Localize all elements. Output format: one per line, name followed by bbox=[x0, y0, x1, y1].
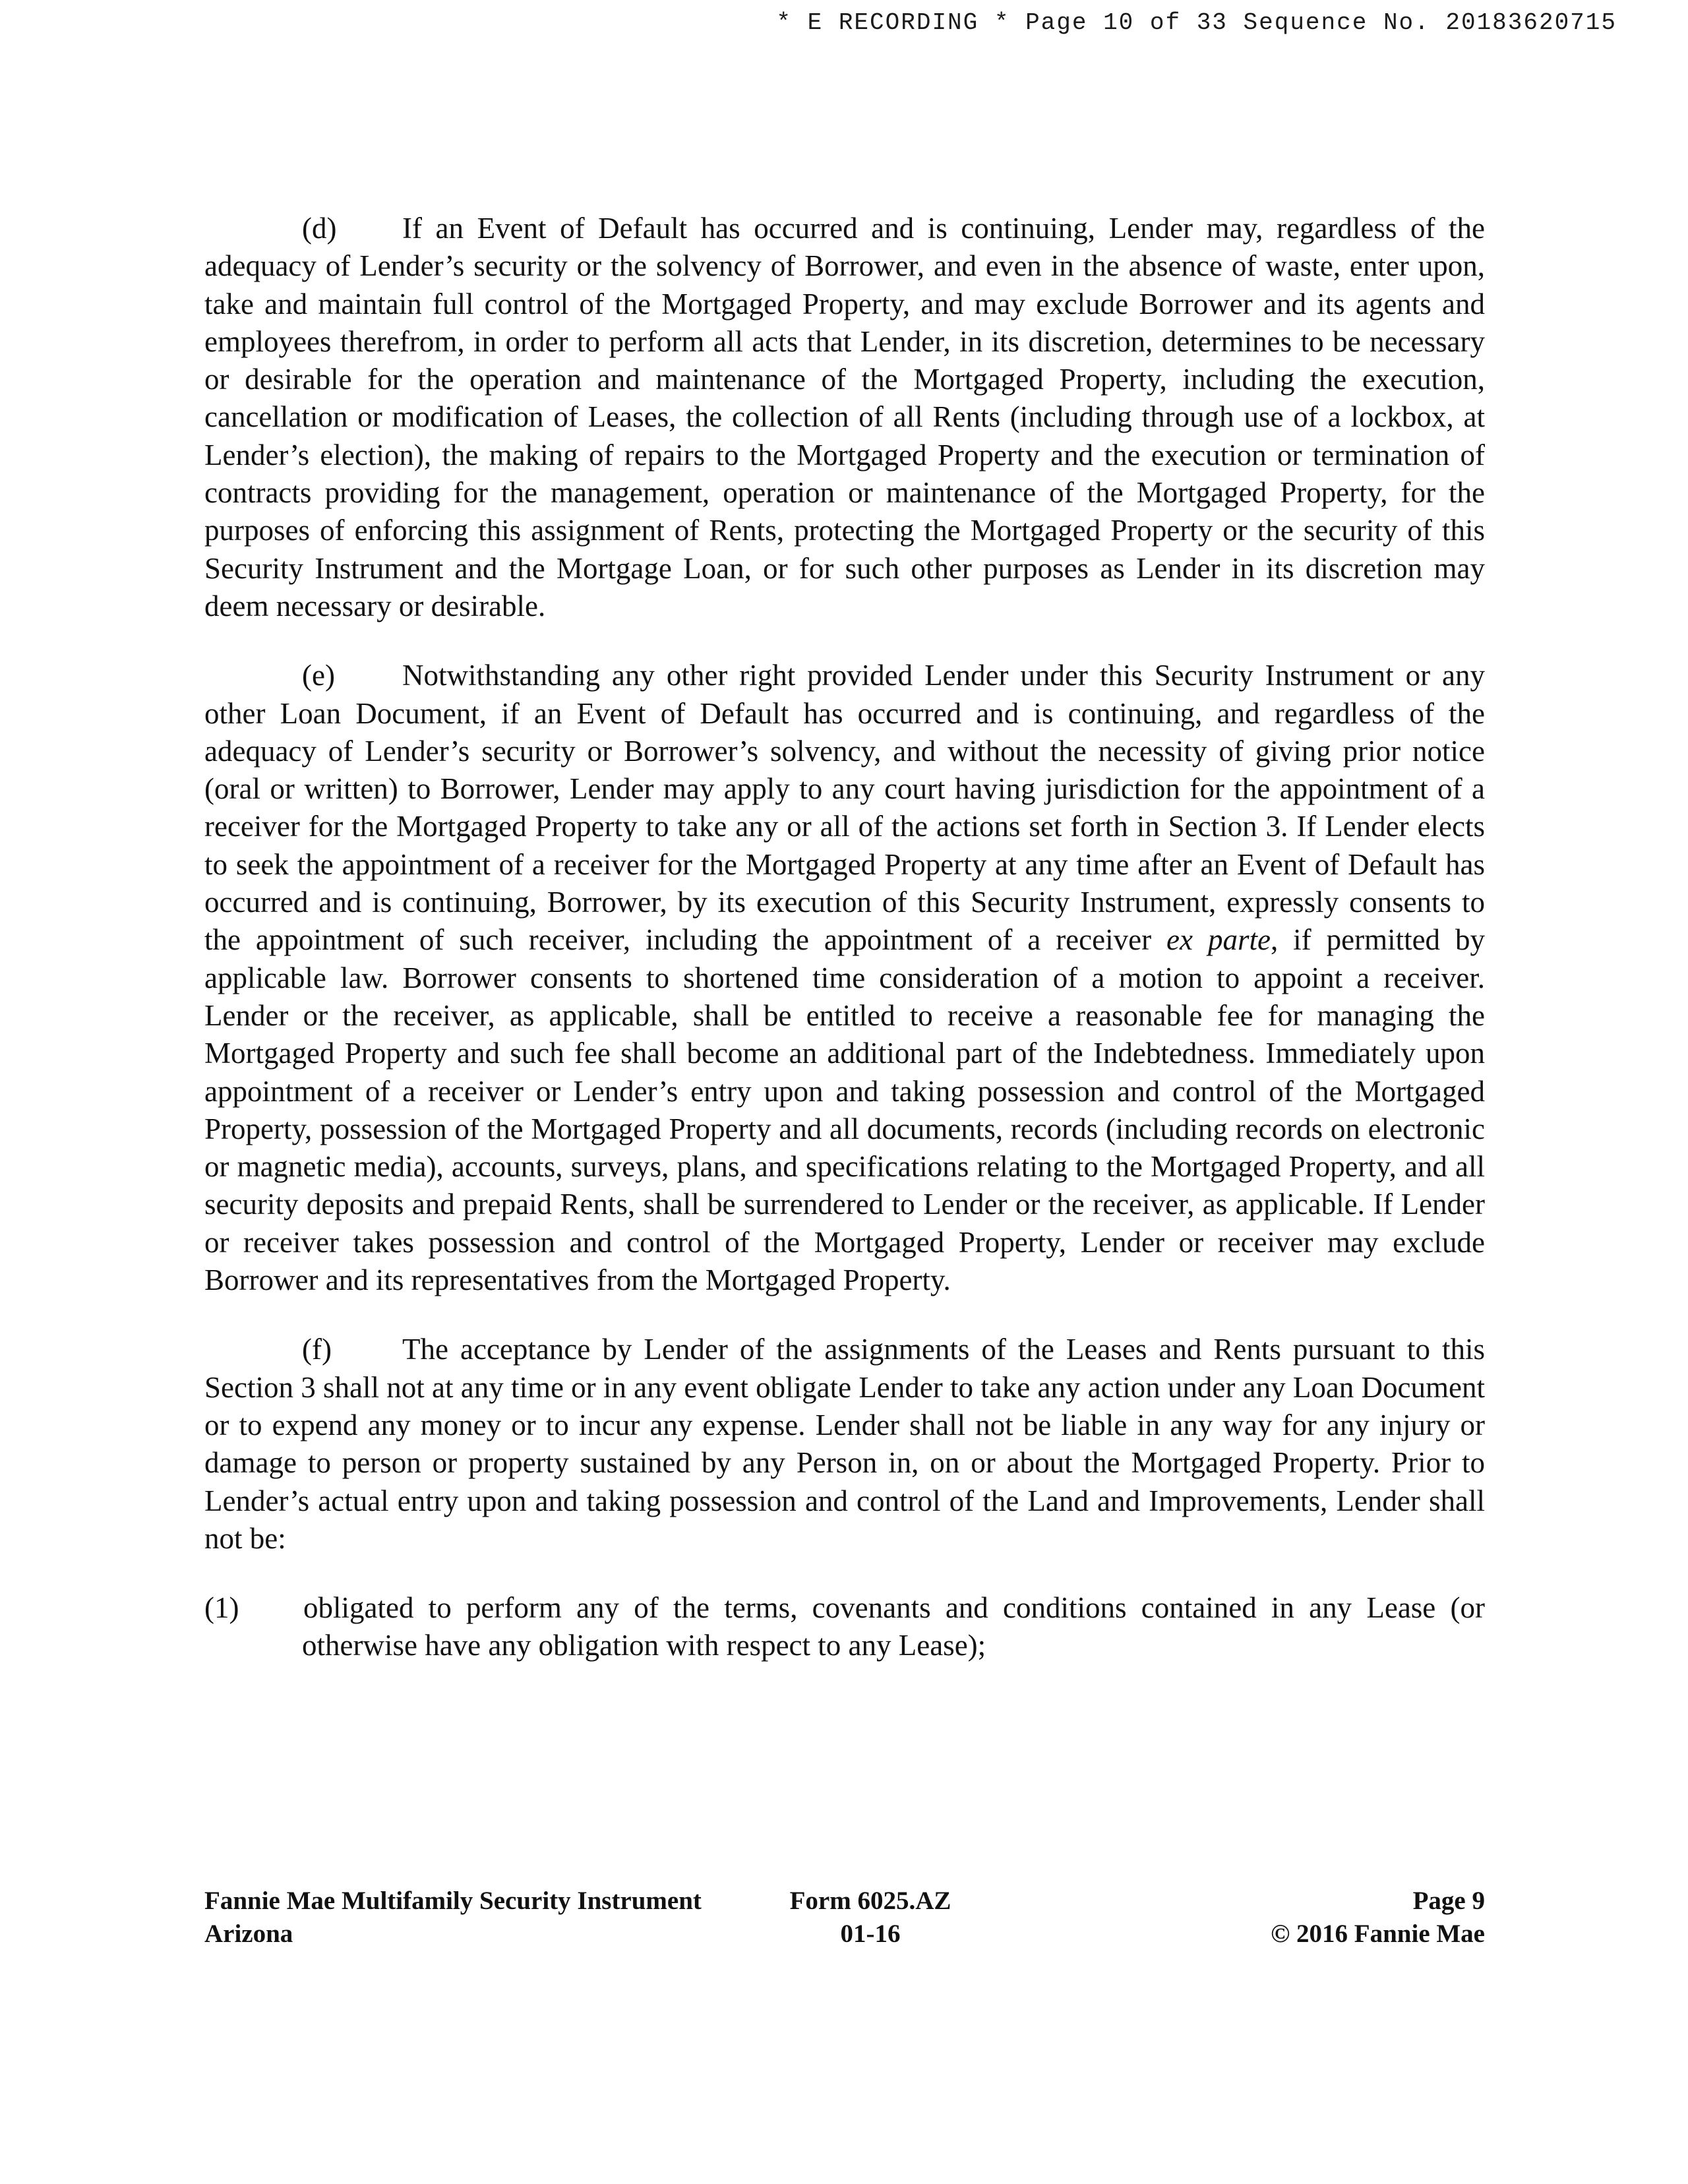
paragraph-text-continued: , if permitted by applicable law. Borrower consents to shortened time consideration of a motion to appoint a receiver. Lender or the receiver, as applicable, shall be entitled to receive a reasonable fee for managing the Mortgaged Property and such fee shall become an additional part of the Indebtedness. Immediately upon appointment of a receiver or Lender’s entry upon and taking possession and control of the Mortgaged Property, possession of the Mortgaged Property and all documents, records (including records on electronic or magnetic media), accounts, surveys, plans, and specifications relating to the Mortgaged Property, and all security deposits and prepaid Rents, shall be surrendered to Lender or the receiver, as applicable. If Lender or receiver takes possession and control of the Mortgaged Property, Lender or receiver may exclude Borrower and its representatives from the Mortgaged Property. bbox=[204, 923, 1486, 1297]
footer-page-info bbox=[1271, 1885, 1485, 1951]
subparagraph-label: (1) bbox=[204, 1591, 239, 1625]
footer-copyright: © 2016 Fannie Mae bbox=[1271, 1920, 1485, 1948]
paragraph-text: The acceptance by Lender of the assignments of the Leases and Rents pursuant to this Section 3 shall not at any time or in any event obligate Lender to take any action under any Loan Document or to expend any money or to incur any expense. Lender shall not be liable in any way for any injury or damage to person or property sustained by any Person in, on or about the Mortgaged Property. Prior to Lender’s actual entry upon and taking possession and control of the Land and Improvements, Lender shall not be: bbox=[204, 1333, 1485, 1555]
page-footer bbox=[204, 1885, 1485, 1957]
footer-form-title bbox=[204, 1885, 702, 1951]
footer-state: Arizona bbox=[204, 1920, 293, 1948]
paragraph-label: (d) bbox=[302, 212, 337, 245]
document-body bbox=[204, 210, 1485, 1665]
paragraph-f bbox=[204, 1331, 1485, 1558]
recording-stamp: * E RECORDING * Page 10 of 33 Sequence No. 20183620715 bbox=[776, 9, 1617, 36]
paragraph-label: (f) bbox=[302, 1333, 332, 1366]
paragraph-label: (e) bbox=[302, 659, 335, 692]
footer-form-date: 01-16 bbox=[840, 1920, 901, 1948]
subparagraph-text: obligated to perform any of the terms, covenants and conditions contained in any Lease (or otherwise have any obligation with respect to any Lease); bbox=[302, 1591, 1485, 1662]
paragraph-text: If an Event of Default has occurred and is continuing, Lender may, regardless of the adequacy of Lender’s security or the solvency of Borrower, and even in the absence of waste, enter upon, take and maintain full control of the Mortgaged Property, and may exclude Borrower and its agents and employees therefrom, in order to perform all acts that Lender, in its discretion, determines to be necessary or desirable for the operation and maintenance of the Mortgaged Property, including the execution, cancellation or modification of Leases, the collection of all Rents (including through use of a lockbox, at Lender’s election), the making of repairs to the Mortgaged Property and the execution or termination of contracts providing for the management, operation or maintenance of the Mortgaged Property, for the purposes of enforcing this assignment of Rents, protecting the Mortgaged Property or the security of this Security Instrument and the Mortgage Loan, or for such other purposes as Lender in its discretion may deem necessary or desirable. bbox=[204, 212, 1485, 622]
footer-form-id: Form 6025.AZ bbox=[789, 1887, 951, 1915]
italic-term: ex parte bbox=[1166, 923, 1271, 957]
paragraph-e bbox=[204, 657, 1485, 1299]
footer-page-number: Page 9 bbox=[1412, 1887, 1485, 1915]
paragraph-text: Notwithstanding any other right provided Lender under this Security Instrument or any other Loan Document, if an Event of Default has occurred and is continuing, and regardless of the adequacy of Lender’s security or Borrower’s solvency, and without the necessity of giving prior notice (oral or written) to Borrower, Lender may apply to any court having jurisdiction for the appointment of a receiver for the Mortgaged Property to take any or all of the actions set forth in Section 3. If Lender elects to seek the appointment of a receiver for the Mortgaged Property at any time after an Event of Default has occurred and is continuing, Borrower, by its execution of this Security Instrument, expressly consents to the appointment of such receiver, including the appointment of a receiver bbox=[204, 659, 1485, 957]
footer-form-number bbox=[738, 1885, 1002, 1951]
paragraph-d bbox=[204, 210, 1485, 625]
footer-title: Fannie Mae Multifamily Security Instrument bbox=[204, 1887, 702, 1915]
subparagraph-f-1 bbox=[204, 1589, 1485, 1665]
